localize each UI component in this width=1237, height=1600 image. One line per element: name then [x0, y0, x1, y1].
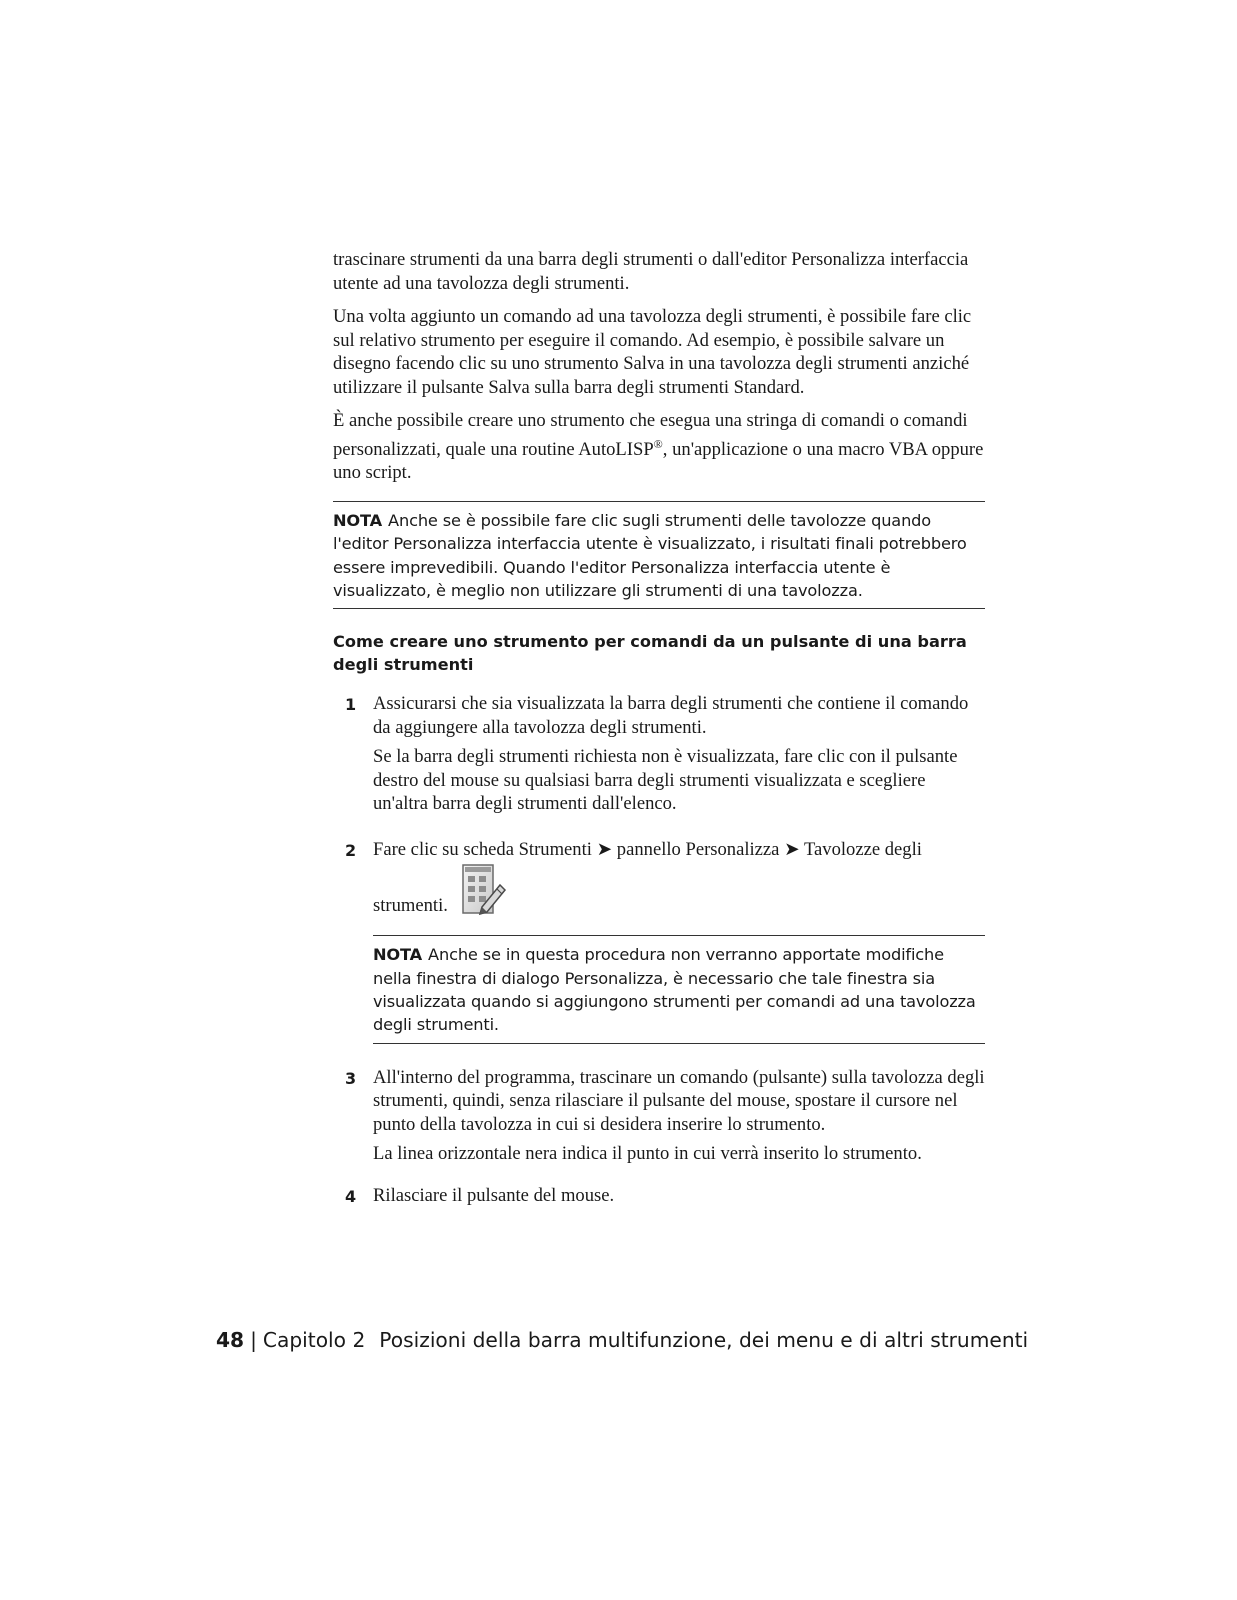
step-number: 1: [345, 695, 357, 715]
step-text: Assicurarsi che sia visualizzata la barra degli strumenti che contiene il comando da aggiungere alla tavolozza degli strumenti.: [373, 693, 969, 738]
page-content: [333, 248, 985, 1221]
note-box: [373, 935, 985, 1044]
step-4: [333, 1184, 985, 1208]
procedure-steps: [333, 692, 985, 1207]
note-box: [333, 501, 985, 610]
step-number: 4: [345, 1186, 357, 1206]
step-subtext: La linea orizzontale nera indica il punto in cui verrà inserito lo strumento.: [373, 1143, 922, 1165]
body-paragraph-autolisp: [333, 409, 985, 485]
step-text: Fare clic su scheda Strumenti ➤ pannello Personalizza ➤ Tavolozze degli: [373, 838, 922, 860]
note-text: Anche se è possibile fare clic sugli strumenti delle tavolozze quando l'editor Personalizza interfaccia utente è visualizzato, i risultati finali potrebbero essere imprevedibili. Quando l'editor Personalizza interfaccia utente è visualizzato, è meglio non utilizzare gli strumenti di una tavolozza.: [333, 510, 967, 600]
step-1: [333, 692, 985, 816]
page-number: 48: [216, 1328, 245, 1352]
footer-separator: |: [250, 1328, 257, 1352]
chapter-label: Capitolo 2: [262, 1328, 366, 1352]
step-text-with-icon: [373, 863, 985, 921]
tool-palettes-icon: [460, 863, 508, 919]
chapter-title: Posizioni della barra multifunzione, dei menu e di altri strumenti: [379, 1328, 1029, 1352]
paragraph-text-start: È anche possibile creare uno strumento che esegua una stringa di comandi o comandi personalizzati, quale una routine AutoLISP: [333, 410, 968, 460]
step-3: [333, 1066, 985, 1166]
step-text: All'interno del programma, trascinare un comando (pulsante) sulla tavolozza degli strumenti, quindi, senza rilasciare il pulsante del mouse, spostare il cursore nel punto della tavolozza in cui si desidera inserire lo strumento.: [373, 1066, 985, 1135]
step-number: 2: [345, 840, 357, 860]
page-footer: [216, 1326, 1029, 1354]
note-label: NOTA: [333, 510, 383, 530]
step-text: Rilasciare il pulsante del mouse.: [373, 1184, 615, 1206]
step-text-end: strumenti.: [373, 894, 448, 916]
paragraph-text-end: , un'applicazione o una macro VBA oppure uno script.: [333, 438, 984, 484]
body-paragraph: trascinare strumenti da una barra degli strumenti o dall'editor Personalizza interfaccia utente ad una tavolozza degli strumenti.: [333, 249, 969, 294]
note-label: NOTA: [373, 945, 423, 965]
note-text: Anche se in questa procedura non verranno apportate modifiche nella finestra di dialogo Personalizza, è necessario che tale finestra sia visualizzata quando si aggiungono strumenti per comandi ad una tavolozza degli strumenti.: [373, 945, 976, 1035]
body-paragraph: Una volta aggiunto un comando ad una tavolozza degli strumenti, è possibile fare clic sul relativo strumento per eseguire il comando. Ad esempio, è possibile salvare un disegno facendo clic su uno strumento Salva in una tavolozza degli strumenti anziché utilizzare il pulsante Salva sulla barra degli strumenti Standard.: [333, 306, 972, 398]
step-number: 3: [345, 1068, 357, 1088]
step-2: [333, 838, 985, 1044]
procedure-heading: Come creare uno strumento per comandi da un pulsante di una barra degli strumenti: [333, 632, 967, 674]
step-subtext: Se la barra degli strumenti richiesta non è visualizzata, fare clic con il pulsante destro del mouse su qualsiasi barra degli strumenti visualizzata e scegliere un'altra barra degli strumenti dall'elenco.: [373, 746, 958, 815]
registered-mark: ®: [653, 436, 663, 451]
